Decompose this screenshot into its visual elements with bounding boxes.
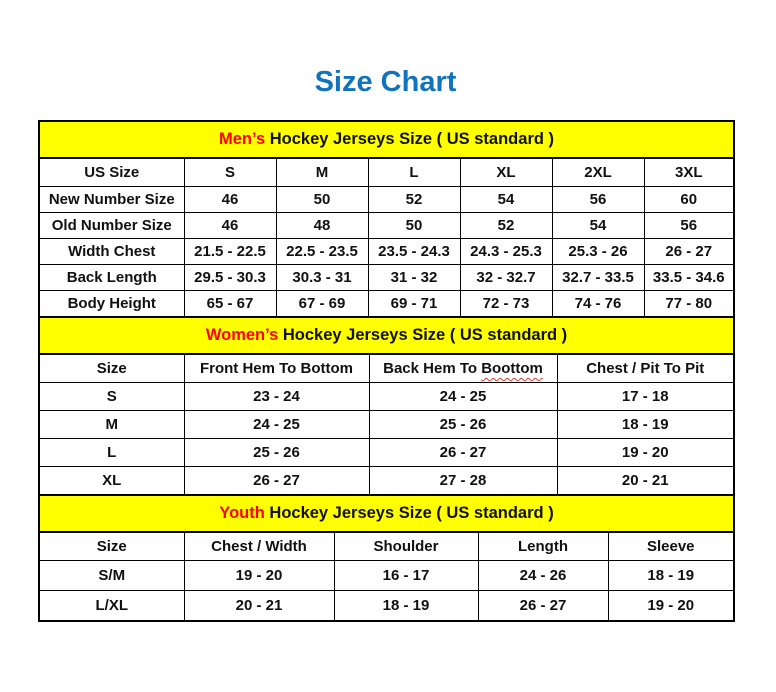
- table-row: [39, 265, 734, 291]
- table-cell: 26 - 27: [369, 439, 557, 467]
- table-cell: 30.3 - 31: [276, 265, 368, 291]
- column-header: Chest / Width: [184, 532, 334, 561]
- table-cell: 69 - 71: [368, 291, 460, 318]
- table-cell: 22.5 - 23.5: [276, 239, 368, 265]
- column-header: 3XL: [644, 158, 734, 187]
- table-row: [39, 383, 734, 411]
- table-cell: 16 - 17: [334, 561, 478, 591]
- table-cell: 17 - 18: [557, 383, 734, 411]
- column-header: M: [276, 158, 368, 187]
- row-label: Old Number Size: [39, 213, 184, 239]
- womens-banner-text: Hockey Jerseys Size ( US standard ): [278, 326, 568, 344]
- mens-banner-text: Hockey Jerseys Size ( US standard ): [265, 130, 555, 148]
- column-header: 2XL: [552, 158, 644, 187]
- table-cell: 26 - 27: [478, 591, 608, 622]
- table-cell: 25 - 26: [369, 411, 557, 439]
- table-cell: 54: [460, 187, 552, 213]
- table-cell: 74 - 76: [552, 291, 644, 318]
- table-cell: 20 - 21: [557, 467, 734, 496]
- table-cell: 24 - 25: [184, 411, 369, 439]
- table-cell: 26 - 27: [644, 239, 734, 265]
- table-cell: 65 - 67: [184, 291, 276, 318]
- table-row: [39, 317, 734, 354]
- table-cell: 50: [368, 213, 460, 239]
- table-cell: 25 - 26: [184, 439, 369, 467]
- table-cell: 24 - 26: [478, 561, 608, 591]
- table-row: [39, 239, 734, 265]
- table-cell: 29.5 - 30.3: [184, 265, 276, 291]
- misspelled-word: Boottom: [481, 360, 543, 377]
- row-label: New Number Size: [39, 187, 184, 213]
- row-label: Body Height: [39, 291, 184, 318]
- table-cell: 52: [460, 213, 552, 239]
- table-cell: 19 - 20: [608, 591, 734, 622]
- womens-banner-accent: Women’s: [205, 326, 279, 344]
- table-cell: 60: [644, 187, 734, 213]
- table-cell: 48: [276, 213, 368, 239]
- table-cell: 26 - 27: [184, 467, 369, 496]
- column-header: Length: [478, 532, 608, 561]
- table-row: [39, 495, 734, 532]
- table-cell: 25.3 - 26: [552, 239, 644, 265]
- table-cell: 18 - 19: [334, 591, 478, 622]
- table-cell: 31 - 32: [368, 265, 460, 291]
- youth-banner-accent: Youth: [219, 504, 265, 522]
- table-cell: 24 - 25: [369, 383, 557, 411]
- page-title: Size Chart: [314, 66, 457, 98]
- row-label: Back Length: [39, 265, 184, 291]
- youth-banner-text: Hockey Jerseys Size ( US standard ): [264, 504, 554, 522]
- table-cell: 20 - 21: [184, 591, 334, 622]
- table-cell: 56: [552, 187, 644, 213]
- table-row: [39, 291, 734, 318]
- table-cell: 24.3 - 25.3: [460, 239, 552, 265]
- table-cell: 56: [644, 213, 734, 239]
- table-cell: 23.5 - 24.3: [368, 239, 460, 265]
- mens-section-banner: [39, 121, 734, 158]
- table-cell: 18 - 19: [608, 561, 734, 591]
- table-row: [39, 411, 734, 439]
- table-row: [39, 187, 734, 213]
- womens-section-banner: [39, 317, 734, 354]
- table-cell: 27 - 28: [369, 467, 557, 496]
- table-cell: 46: [184, 187, 276, 213]
- column-header: Sleeve: [608, 532, 734, 561]
- table-row: [39, 439, 734, 467]
- table-cell: 77 - 80: [644, 291, 734, 318]
- table-cell: 21.5 - 22.5: [184, 239, 276, 265]
- column-header: Back Hem To Boottom: [369, 354, 557, 383]
- table-header-row: [39, 158, 734, 187]
- table-cell: 32 - 32.7: [460, 265, 552, 291]
- column-header: Shoulder: [334, 532, 478, 561]
- row-label: L: [39, 439, 184, 467]
- table-cell: 72 - 73: [460, 291, 552, 318]
- column-header: US Size: [39, 158, 184, 187]
- column-header: L: [368, 158, 460, 187]
- column-header: Size: [39, 532, 184, 561]
- table-cell: 50: [276, 187, 368, 213]
- table-cell: 32.7 - 33.5: [552, 265, 644, 291]
- column-header: XL: [460, 158, 552, 187]
- table-cell: 52: [368, 187, 460, 213]
- column-header: Chest / Pit To Pit: [557, 354, 734, 383]
- table-header-row: [39, 354, 734, 383]
- column-header: S: [184, 158, 276, 187]
- column-header: Front Hem To Bottom: [184, 354, 369, 383]
- table-cell: 67 - 69: [276, 291, 368, 318]
- table-row: [39, 561, 734, 591]
- row-label: S/M: [39, 561, 184, 591]
- youth-size-table: [38, 494, 735, 622]
- table-cell: 18 - 19: [557, 411, 734, 439]
- row-label: S: [39, 383, 184, 411]
- column-header: Size: [39, 354, 184, 383]
- table-cell: 23 - 24: [184, 383, 369, 411]
- table-cell: 46: [184, 213, 276, 239]
- mens-banner-accent: Men’s: [218, 130, 266, 148]
- table-cell: 33.5 - 34.6: [644, 265, 734, 291]
- row-label: M: [39, 411, 184, 439]
- youth-section-banner: [39, 495, 734, 532]
- content-wrap: [38, 66, 733, 622]
- mens-size-table: [38, 120, 735, 318]
- table-cell: 19 - 20: [184, 561, 334, 591]
- row-label: L/XL: [39, 591, 184, 622]
- row-label: XL: [39, 467, 184, 496]
- table-header-row: [39, 532, 734, 561]
- row-label: Width Chest: [39, 239, 184, 265]
- table-row: [39, 121, 734, 158]
- table-row: [39, 213, 734, 239]
- table-cell: 54: [552, 213, 644, 239]
- table-cell: 19 - 20: [557, 439, 734, 467]
- table-row: [39, 591, 734, 622]
- table-row: [39, 467, 734, 496]
- womens-size-table: [38, 316, 735, 496]
